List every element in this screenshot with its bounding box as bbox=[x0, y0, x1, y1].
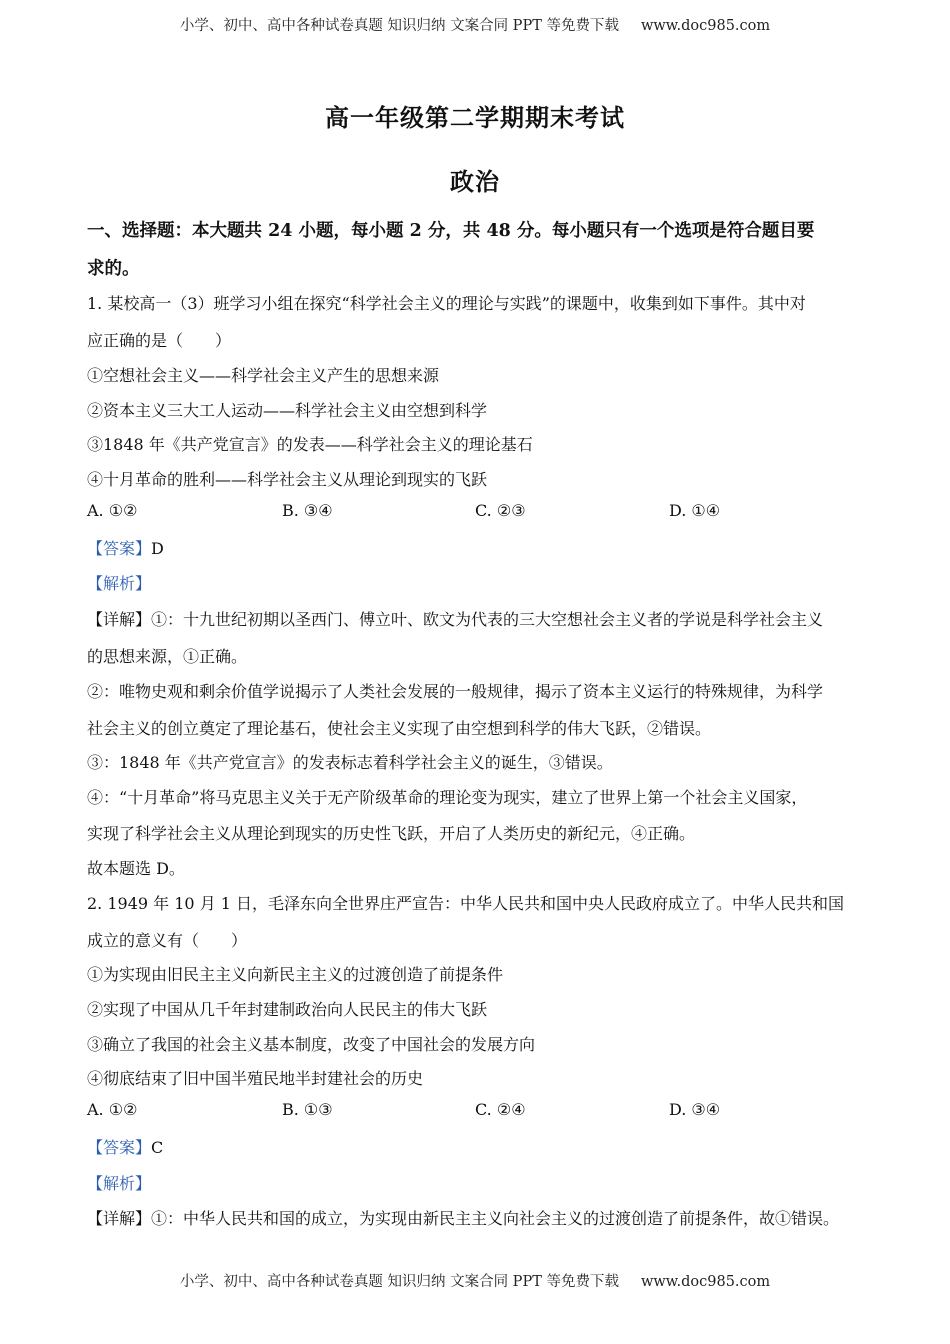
q1-option-a: A. ①② bbox=[87, 501, 138, 520]
q2-detail-line1 bbox=[87, 1206, 839, 1229]
q2-analysis-label: 【解析】 bbox=[87, 1174, 152, 1193]
q1-detail-line5: ③：1848 年《共产党宣言》的发表标志着科学社会主义的诞生，③错误。 bbox=[87, 753, 613, 772]
header-text: 小学、初中、高中各种试卷真题 知识归纳 文案合同 PPT 等免费下载 bbox=[179, 18, 619, 34]
answer-label: 【答案】 bbox=[87, 1138, 152, 1157]
q1-answer-value: D bbox=[151, 539, 164, 558]
q2-stem-line2: 成立的意义有（ ） bbox=[87, 931, 248, 950]
q2-option-c: C. ②④ bbox=[475, 1100, 526, 1119]
q1-detail-line8: 故本题选 D。 bbox=[87, 859, 185, 878]
q2-answer-value: C bbox=[151, 1138, 164, 1157]
q2-option-a: A. ①② bbox=[87, 1100, 138, 1119]
q2-item-2: ②实现了中国从几千年封建制政治向人民民主的伟大飞跃 bbox=[87, 1000, 488, 1019]
q1-stem-line2: 应正确的是（ ） bbox=[87, 331, 232, 350]
subject-title: 政治 bbox=[450, 167, 500, 196]
q1-detail-line2: 的思想来源，①正确。 bbox=[87, 647, 248, 666]
q2-answer bbox=[87, 1135, 163, 1158]
page-header bbox=[0, 14, 950, 35]
q1-detail-line3: ②：唯物史观和剩余价值学说揭示了人类社会发展的一般规律，揭示了资本主义运行的特殊规律，为科学 bbox=[87, 682, 824, 701]
q2-detail-text1: ①：中华人民共和国的成立，为实现由新民主主义向社会主义的过渡创造了前提条件，故①错误。 bbox=[151, 1209, 840, 1228]
q2-option-d: D. ③④ bbox=[669, 1100, 721, 1119]
q1-option-c: C. ②③ bbox=[475, 501, 526, 520]
q2-item-3: ③确立了我国的社会主义基本制度，改变了中国社会的发展方向 bbox=[87, 1035, 536, 1054]
q1-detail-line7: 实现了科学社会主义从理论到现实的历史性飞跃，开启了人类历史的新纪元，④正确。 bbox=[87, 824, 696, 843]
footer-url[interactable]: www.doc985.com bbox=[640, 1274, 771, 1290]
q2-item-1: ①为实现由旧民主主义向新民主主义的过渡创造了前提条件 bbox=[87, 965, 504, 984]
q1-option-d: D. ①④ bbox=[669, 501, 721, 520]
q2-item-4: ④彻底结束了旧中国半殖民地半封建社会的历史 bbox=[87, 1069, 424, 1088]
q1-analysis-label: 【解析】 bbox=[87, 574, 152, 593]
detail-label: 【详解】 bbox=[87, 610, 152, 629]
q2-stem-line1: 2. 1949 年 10 月 1 日，毛泽东向全世界庄严宣告：中华人民共和国中央人民政府成立了。中华人民共和国 bbox=[87, 894, 845, 913]
q2-option-b: B. ①③ bbox=[282, 1100, 333, 1119]
header-url[interactable]: www.doc985.com bbox=[640, 18, 771, 34]
q1-stem-line1: 1. 某校高一（3）班学习小组在探究“科学社会主义的理论与实践”的课题中，收集到如下事件。其中对 bbox=[87, 294, 806, 313]
answer-label: 【答案】 bbox=[87, 539, 152, 558]
page-footer bbox=[0, 1270, 950, 1291]
section-heading-line1: 一、选择题：本大题共 24 小题，每小题 2 分，共 48 分。每小题只有一个选项是符合题目要 bbox=[87, 221, 815, 241]
q1-item-2: ②资本主义三大工人运动——科学社会主义由空想到科学 bbox=[87, 401, 488, 420]
exam-title: 高一年级第二学期期末考试 bbox=[325, 103, 625, 132]
q1-item-1: ①空想社会主义——科学社会主义产生的思想来源 bbox=[87, 366, 440, 385]
q1-item-3: ③1848 年《共产党宣言》的发表——科学社会主义的理论基石 bbox=[87, 435, 533, 454]
q1-detail-text1: ①：十九世纪初期以圣西门、傅立叶、欧文为代表的三大空想社会主义者的学说是科学社会主义 bbox=[151, 610, 824, 629]
footer-text: 小学、初中、高中各种试卷真题 知识归纳 文案合同 PPT 等免费下载 bbox=[179, 1274, 619, 1290]
detail-label: 【详解】 bbox=[87, 1209, 152, 1228]
q1-detail-line6: ④：“十月革命”将马克思主义关于无产阶级革命的理论变为现实，建立了世界上第一个社会主义国家， bbox=[87, 788, 808, 807]
q1-answer bbox=[87, 536, 164, 559]
q1-detail-line1 bbox=[87, 607, 823, 630]
section-heading-line2: 求的。 bbox=[87, 259, 140, 279]
q1-option-b: B. ③④ bbox=[282, 501, 333, 520]
q1-item-4: ④十月革命的胜利——科学社会主义从理论到现实的飞跃 bbox=[87, 470, 488, 489]
q1-detail-line4: 社会主义的创立奠定了理论基石，使社会主义实现了由空想到科学的伟大飞跃，②错误。 bbox=[87, 719, 712, 738]
